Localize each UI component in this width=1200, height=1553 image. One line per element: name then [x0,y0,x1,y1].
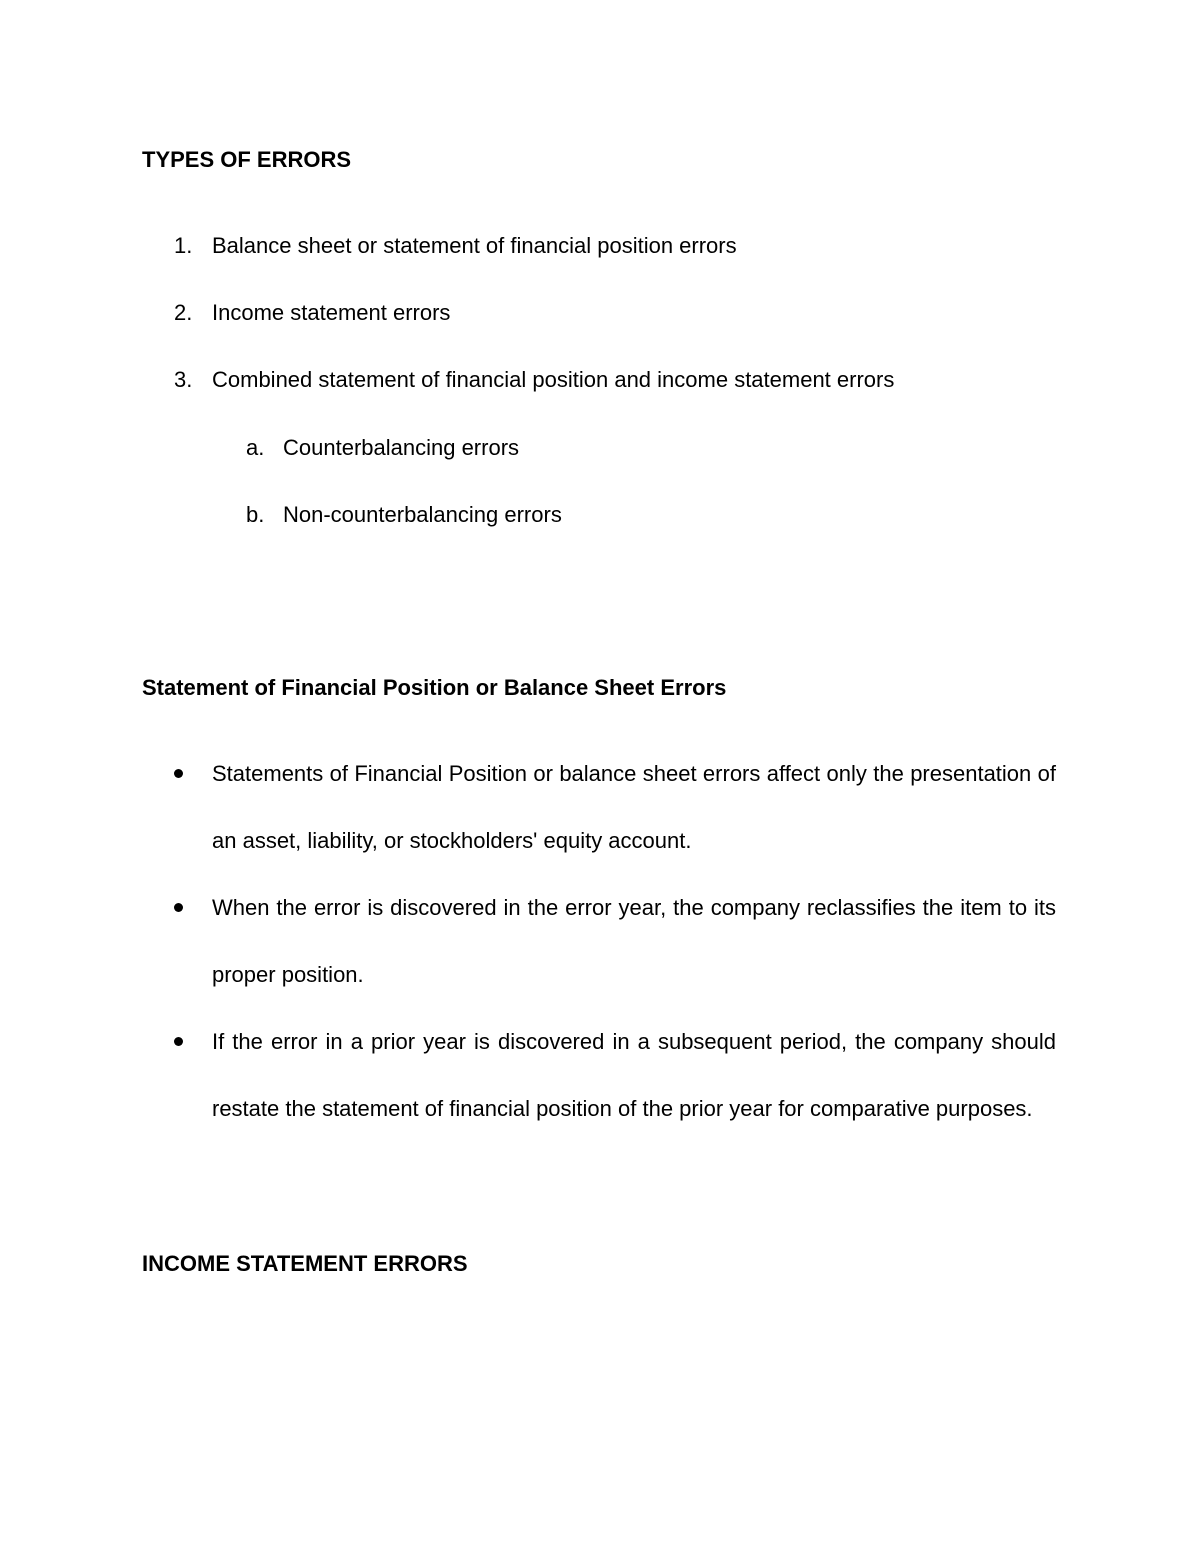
list-item: Balance sheet or statement of financial position errors [212,233,737,258]
sublist-marker: a. [246,435,265,460]
sublist-item: Counterbalancing errors [283,435,520,460]
sublist-marker: b. [246,502,265,527]
bullet-icon [174,903,183,912]
bullet-icon [174,1037,183,1046]
list-marker: 3. [174,367,193,392]
list-item: Combined statement of financial position and income statement errors [212,367,895,392]
section-heading-types-of-errors: TYPES OF ERRORS [142,147,352,172]
bullet-paragraph: If the error in a prior year is discovered in a subsequent period, the company should restate the statement of financial position of the prior year for comparative purposes. [212,1029,1056,1121]
bullet-paragraph: Statements of Financial Position or balance sheet errors affect only the presentation of an asset, liability, or stockholders' equity account. [212,761,1056,853]
list-marker: 2. [174,300,193,325]
bullet-paragraph: When the error is discovered in the error year, the company reclassifies the item to its proper position. [212,895,1056,987]
list-marker: 1. [174,233,193,258]
section-heading-balance-sheet-errors: Statement of Financial Position or Balance Sheet Errors [142,675,727,700]
sublist-item: Non-counterbalancing errors [283,502,562,527]
list-item: Income statement errors [212,300,451,325]
section-heading-income-statement-errors: INCOME STATEMENT ERRORS [142,1251,468,1276]
bullet-icon [174,769,183,778]
